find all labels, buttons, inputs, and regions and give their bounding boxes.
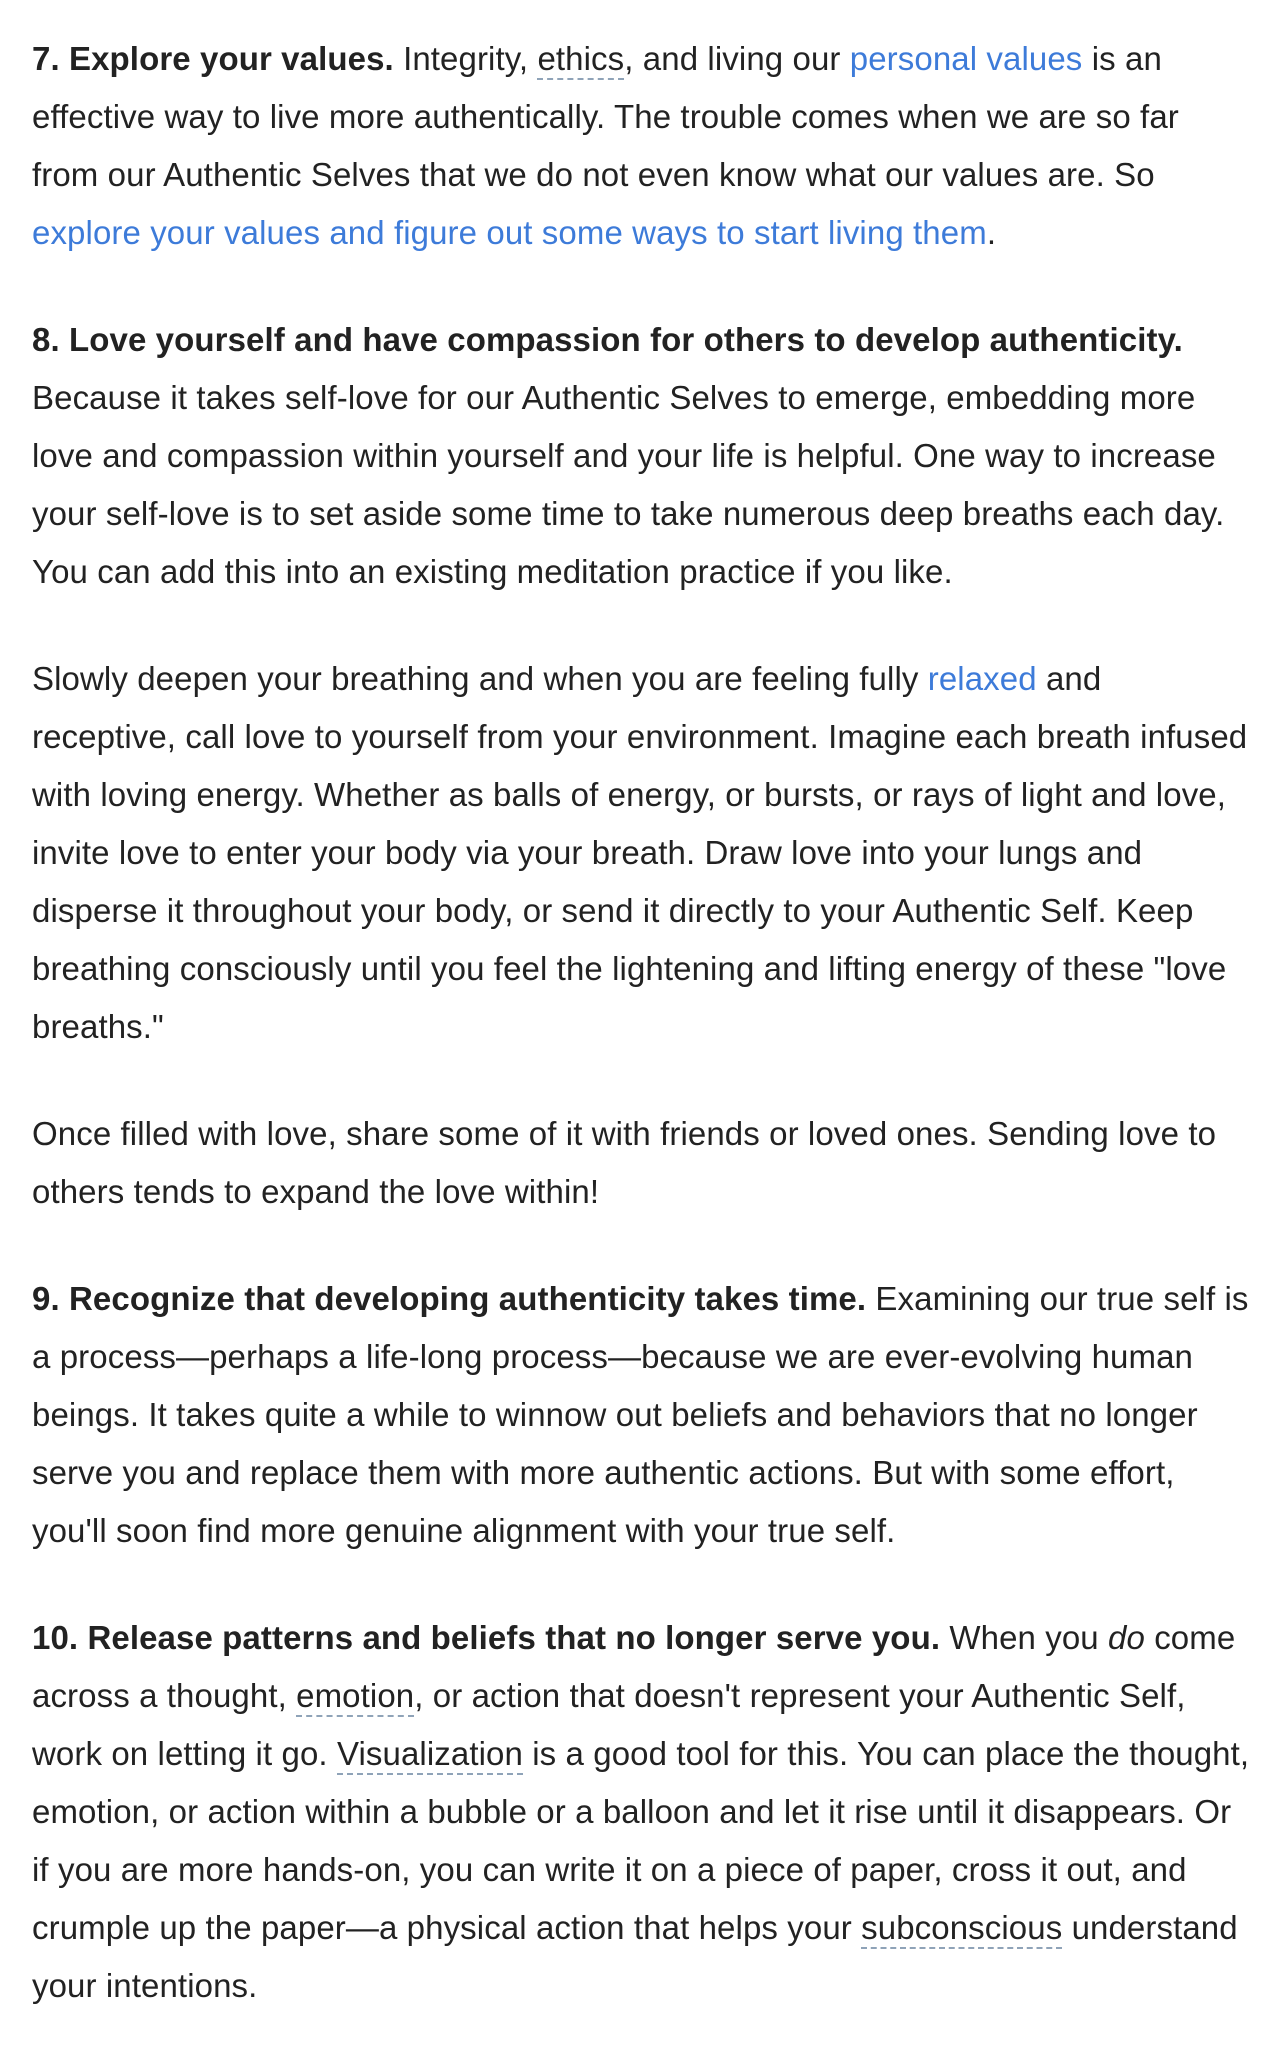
paragraph-takes-time (32, 1270, 1252, 1560)
paragraph-breathing (32, 650, 1252, 1056)
paragraph-share-love (32, 1105, 1252, 1221)
paragraph-text: , or action that doesn't represent your Authentic Self, work on letting it go. (32, 1677, 1186, 1772)
paragraph-text: Integrity, (393, 40, 538, 77)
paragraph-love-yourself (32, 311, 1252, 601)
step-heading: 8. Love yourself and have compassion for others to develop authenticity. (32, 321, 1183, 358)
link-personal-values[interactable]: personal values (849, 40, 1083, 77)
glossary-term-emotion[interactable]: emotion (296, 1677, 414, 1717)
article-body (32, 30, 1252, 2064)
glossary-term-subconscious[interactable]: subconscious (861, 1909, 1062, 1949)
paragraph-text: Because it takes self-love for our Authentic Selves to emerge, embedding more love and compassion within yourself and your life is helpful. One way to increase your self-love is to set aside some time to take numerous deep breaths each day. You can add this into an existing meditation practice if you like. (32, 379, 1225, 590)
paragraph-text: is an effective way to live more authentically. The trouble comes when we are so far from our Authentic Selves that we do not even know what our values are. So (32, 40, 1179, 193)
paragraph-text: understand your intentions. (32, 1909, 1238, 2004)
paragraph-text: Slowly deepen your breathing and when you are feeling fully (32, 660, 928, 697)
paragraph-release-patterns (32, 1609, 1252, 2015)
glossary-term-ethics[interactable]: ethics (537, 40, 624, 80)
glossary-term-visualization[interactable]: Visualization (337, 1735, 523, 1775)
step-heading: 10. Release patterns and beliefs that no longer serve you. (32, 1619, 941, 1656)
link-relaxed[interactable]: relaxed (927, 660, 1037, 697)
paragraph-text: , and living our (624, 40, 850, 77)
paragraph-explore-values (32, 30, 1252, 262)
paragraph-text: and receptive, call love to yourself from your environment. Imagine each breath infused with loving energy. Whether as balls of energy, or bursts, or rays of light and love, invite love to enter your body via your breath. Draw love into your lungs and disperse it throughout your body, or send it directly to your Authentic Self. Keep breathing consciously until you feel the lightening and lifting energy of these "love breaths." (32, 660, 1248, 1045)
paragraph-text: When you (940, 1619, 1109, 1656)
paragraph-text: come across a thought, (32, 1619, 1236, 1714)
emphasis-do: do (1108, 1619, 1145, 1656)
step-heading: 9. Recognize that developing authenticity takes time. (32, 1280, 867, 1317)
paragraph-text: Once filled with love, share some of it with friends or loved ones. Sending love to others tends to expand the love within! (32, 1115, 1217, 1210)
paragraph-text: is a good tool for this. You can place the thought, emotion, or action within a bubble or a balloon and let it rise until it disappears. Or if you are more hands-on, you can write it on a piece of paper, cross it out, and crumple up the paper—a physical action that helps your (32, 1735, 1250, 1946)
paragraph-text: Examining our true self is a process—perhaps a life-long process—because we are ever-evolving human beings. It takes quite a while to winnow out beliefs and behaviors that no longer serve you and replace them with more authentic actions. But with some effort, you'll soon find more genuine alignment with your true self. (32, 1280, 1249, 1549)
paragraph-text: . (986, 214, 997, 251)
step-heading: 7. Explore your values. (32, 40, 394, 77)
link-explore-values[interactable]: explore your values and figure out some ways to start living them (32, 214, 987, 251)
